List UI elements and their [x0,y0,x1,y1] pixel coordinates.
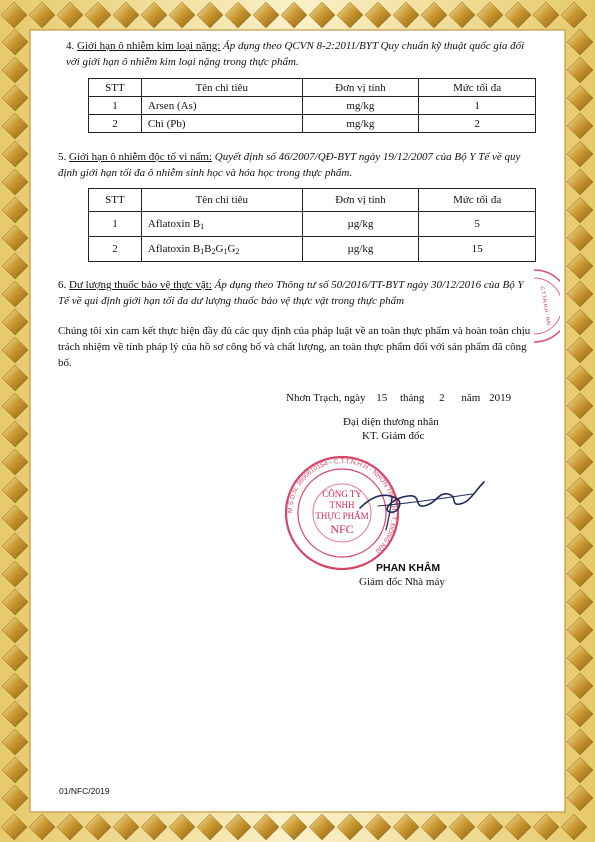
margin-stamp-text: C.T.T.N.H.H - NAI [538,286,552,326]
date-day: 15 [376,392,388,404]
table-cell: µg/kg [302,212,419,237]
stamp-line-4: NFC [330,522,354,536]
cell-text: Aflatoxin B [147,242,201,255]
date-line [286,392,511,404]
document-body [58,38,536,371]
stamp-line-1: CÔNG TY [322,489,362,499]
stamp-line-2: TNHH [329,500,355,510]
subscript: 1 [200,221,205,231]
subscript: 1 [200,246,205,256]
cell-text: G [227,242,236,255]
section-number: 5. [58,151,67,163]
col-header: Tên chỉ tiêu [141,79,302,97]
mycotoxin-table [88,188,536,262]
table-header-row [89,79,536,97]
table-cell: µg/kg [302,237,419,262]
table-row [89,237,536,262]
col-header: Đơn vị tính [302,189,419,212]
date-place: Nhơn Trạch, ngày [286,392,366,404]
margin-stamp [530,266,560,346]
table-cell: Arsen (As) [141,97,302,115]
date-month: 2 [439,392,445,404]
section-description: Quyết định số 46/2007/QĐ-BYT ngày 19/12/2007 của Bộ Y Tế về quy định giới hạn tối đa ô nhiễm sinh học và hóa học trong thực phẩm. [58,151,521,179]
subscript: 2 [211,246,216,256]
heavy-metal-table [88,78,536,133]
commitment-paragraph: Chúng tôi xin cam kết thực hiện đầy đủ các quy định của pháp luật về an toàn thực phẩm và hoàn toàn chịu trách nhiệm về tính pháp lý của hồ sơ công bố và chất lượng, an toàn thực phẩm đối với sản phẩm đã công bố. [58,325,531,369]
table-cell: 5 [419,212,536,237]
table-cell: mg/kg [302,97,419,115]
date-year-label: năm [461,392,481,404]
section-number: 4. [66,40,75,52]
table-cell: 15 [419,237,536,262]
stamp-ring-text-path: M.S.D.N: 3600610154 - C.T.T.N.H.H - NHƠN TRẠCH - T. ĐỒNG NAI [286,457,398,555]
table-cell: 1 [89,212,142,237]
table-cell [141,237,302,262]
date-month-label: tháng [399,392,425,404]
section-title: Giới hạn ô nhiễm độc tố vi nấm: [69,151,212,163]
table-cell: 1 [419,97,536,115]
section-title: Giới hạn ô nhiễm kim loại nặng: [77,40,221,52]
col-header: STT [89,79,142,97]
col-header: Mức tối đa [419,79,536,97]
section-4-heading [66,38,536,70]
col-header: STT [89,189,142,212]
signer-name: PHAN KHÂM [376,562,441,574]
document-code: 01/NFC/2019 [59,786,110,796]
table-row [89,115,536,133]
cell-text: B [204,242,212,255]
table-row [89,212,536,237]
table-cell: Chì (Pb) [141,115,302,133]
section-description: Áp dụng theo QCVN 8-2:2011/BYT Quy chuẩn kỹ thuật quốc gia đối với giới hạn ô nhiễm kim loại nặng trong thực phẩm. [66,40,525,68]
acting-director-label: KT. Giám đốc [362,430,425,442]
table-cell [141,212,302,237]
table-cell: 2 [89,237,142,262]
col-header: Đơn vị tính [302,79,419,97]
section-description: Áp dụng theo Thông tư số 50/2016/TT-BYT ngày 30/12/2016 của Bộ Y Tế về qui định giới hạn tối đa dư lượng thuốc bảo vệ thực vật trong thực phẩm [58,279,524,307]
subscript: 1 [223,246,228,256]
date-year: 2019 [489,392,512,404]
section-6-heading [58,277,536,309]
cell-text: G [215,242,224,255]
table-cell: 2 [419,115,536,133]
col-header: Mức tối đa [419,189,536,212]
table-cell: 2 [89,115,142,133]
section-number: 6. [58,279,67,291]
section-title: Dư lượng thuốc bảo vệ thực vật: [69,279,212,291]
section-5-heading [58,149,536,181]
stamp-line-3: THỰC PHẨM [315,511,369,521]
representative-label: Đại diện thương nhân [343,416,439,428]
cell-text: Aflatoxin B [147,217,201,230]
table-header-row [89,189,536,212]
table-cell: 1 [89,97,142,115]
signer-title: Giám đốc Nhà máy [359,576,445,588]
table-row [89,97,536,115]
handwritten-signature [352,468,492,538]
subscript: 2 [235,246,240,256]
table-cell: mg/kg [302,115,419,133]
col-header: Tên chỉ tiêu [141,189,302,212]
